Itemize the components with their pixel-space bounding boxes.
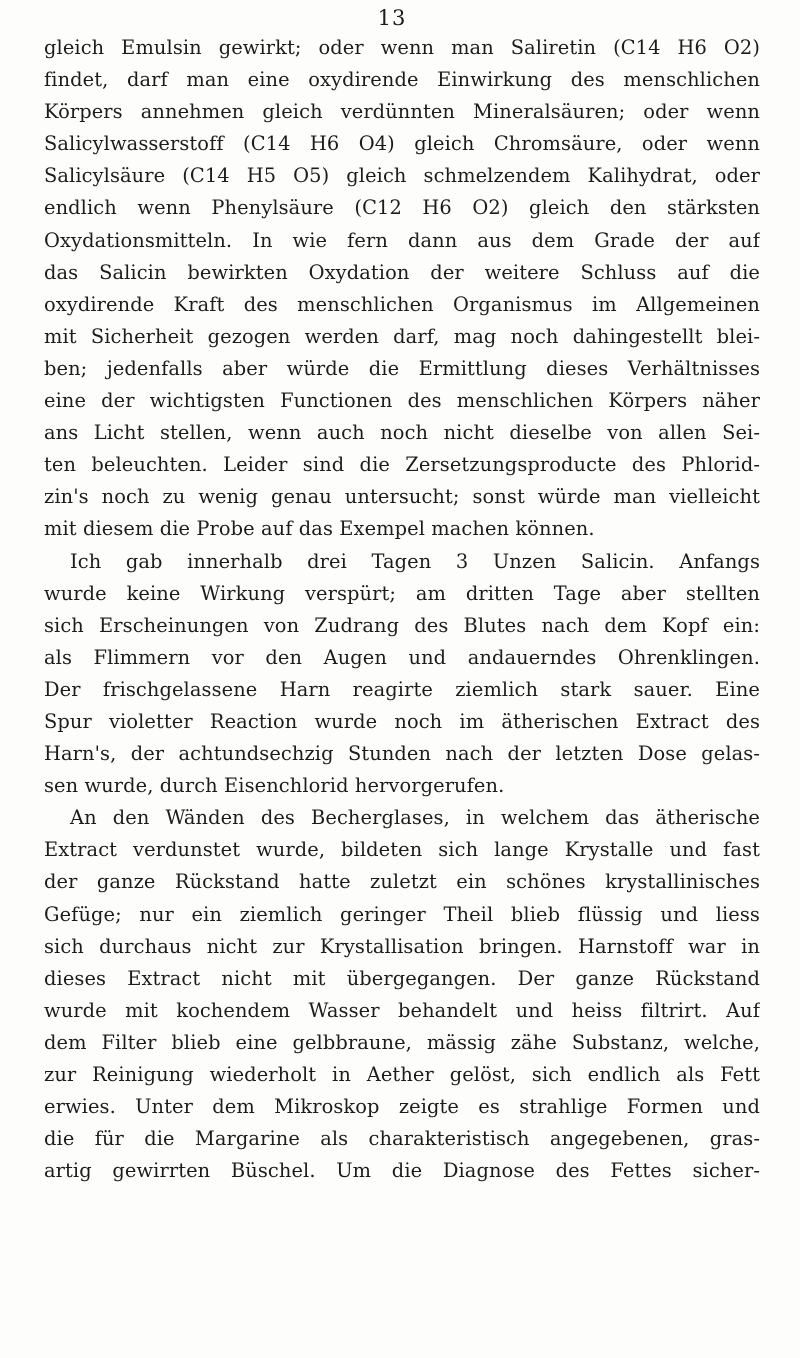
- text-line: Salicylsäure (C14 H5 O5) gleich schmelzendem Kalihydrat, oder: [44, 164, 760, 188]
- text-line: sen wurde, durch Eisenchlorid hervorgerufen.: [44, 774, 505, 798]
- text-line: Ich gab innerhalb drei Tagen 3 Unzen Salicin. Anfangs: [70, 549, 760, 573]
- text-line: Der frischgelassene Harn reagirte ziemlich stark sauer. Eine: [44, 677, 760, 701]
- text-line: sich Erscheinungen von Zudrang des Blutes nach dem Kopf ein:: [44, 613, 760, 637]
- text-line: zur Reinigung wiederholt in Aether gelöst, sich endlich als Fett: [44, 1063, 760, 1086]
- text-line: findet, darf man eine oxydirende Einwirkung des menschlichen: [44, 68, 760, 92]
- text-line: Spur violetter Reaction wurde noch im ätherischen Extract des: [44, 709, 760, 733]
- text-line: erwies. Unter dem Mikroskop zeigte es strahlige Formen und: [44, 1095, 760, 1119]
- text-line: mit Sicherheit gezogen werden darf, mag noch dahingestellt blei-: [44, 324, 760, 348]
- text-line: oxydirende Kraft des menschlichen Organismus im Allgemeinen: [44, 292, 760, 316]
- text-line: Gefüge; nur ein ziemlich geringer Theil blieb flüssig und liess: [44, 902, 760, 926]
- page-number: 13: [377, 6, 407, 30]
- text-line: artig gewirrten Büschel. Um die Diagnose des Fettes sicher-: [44, 1159, 760, 1183]
- text-line: Extract verdunstet wurde, bildeten sich lange Krystalle und fast: [44, 838, 760, 862]
- text-line: Harn's, der achtundsechzig Stunden nach der letzten Dose gelas-: [44, 742, 760, 766]
- text-line: als Flimmern vor den Augen und andauerndes Ohrenklingen.: [44, 645, 760, 669]
- text-line: dem Filter blieb eine gelbbraune, mässig zähe Substanz, welche,: [44, 1030, 760, 1054]
- text-line: Oxydationsmitteln. In wie fern dann aus dem Grade der auf: [44, 228, 760, 252]
- text-line: das Salicin bewirkten Oxydation der weitere Schluss auf die: [44, 260, 760, 284]
- text-line: dieses Extract nicht mit übergegangen. Der ganze Rückstand: [44, 966, 760, 990]
- text-line: eine der wichtigsten Functionen des menschlichen Körpers näher: [44, 389, 760, 413]
- text-line: zin's noch zu wenig genau untersucht; sonst würde man vielleicht: [44, 485, 760, 509]
- text-line: ben; jedenfalls aber würde die Ermittlung dieses Verhältnisses: [44, 356, 760, 380]
- text-line: endlich wenn Phenylsäure (C12 H6 O2) gleich den stärksten: [44, 196, 760, 220]
- text-line: der ganze Rückstand hatte zuletzt ein schönes krystallinisches: [44, 870, 760, 894]
- text-line: sich durchaus nicht zur Krystallisation bringen. Harnstoff war in: [44, 934, 760, 958]
- text-line: wurde mit kochendem Wasser behandelt und heiss filtrirt. Auf: [44, 998, 760, 1022]
- text-line: wurde keine Wirkung verspürt; am dritten Tage aber stellten: [44, 581, 760, 605]
- text-line: ten beleuchten. Leider sind die Zersetzungsproducte des Phlorid-: [44, 453, 760, 477]
- text-line: die für die Margarine als charakteristisch angegebenen, gras-: [44, 1127, 760, 1151]
- text-line: Körpers annehmen gleich verdünnten Mineralsäuren; oder wenn: [44, 100, 760, 124]
- body-text: [44, 32, 760, 1187]
- text-line: An den Wänden des Becherglases, in welchem das ätherische: [70, 806, 760, 830]
- text-line: mit diesem die Probe auf das Exempel machen können.: [44, 517, 595, 541]
- text-line: ans Licht stellen, wenn auch noch nicht dieselbe von allen Sei-: [44, 421, 760, 445]
- text-line: Salicylwasserstoff (C14 H6 O4) gleich Chromsäure, oder wenn: [44, 132, 760, 156]
- text-line: gleich Emulsin gewirkt; oder wenn man Saliretin (C14 H6 O2): [44, 36, 760, 59]
